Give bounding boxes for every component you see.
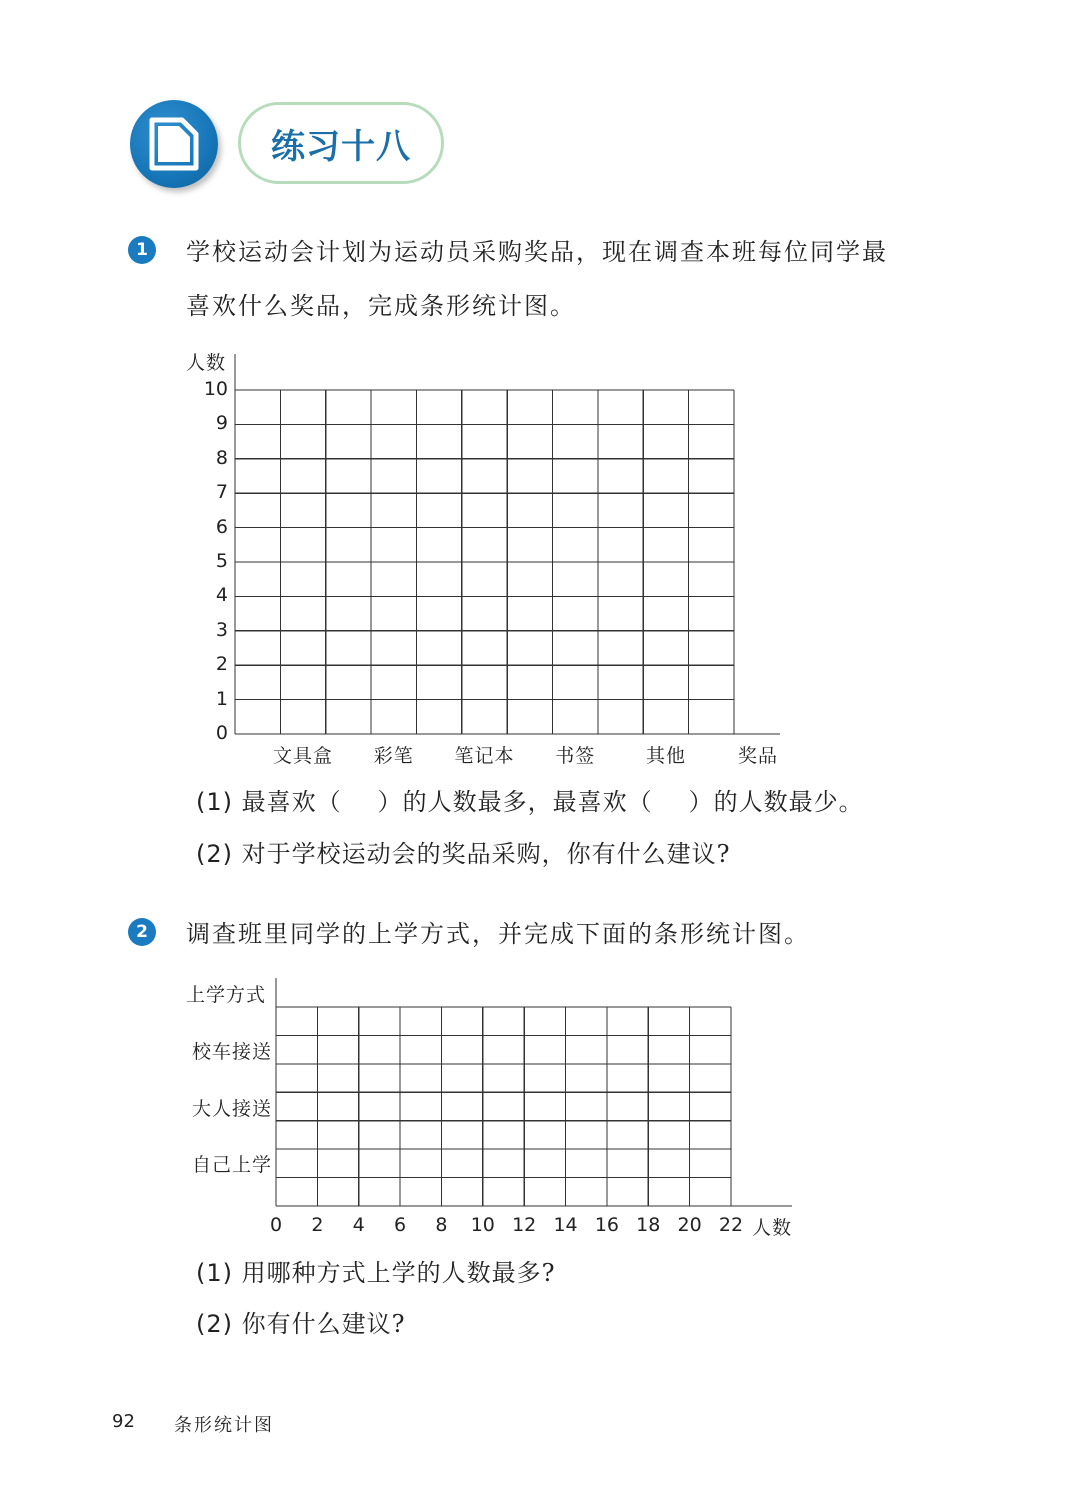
page-number: 92	[112, 1411, 135, 1432]
question-number-2: 2	[128, 918, 156, 946]
page-title: 练习十八	[238, 102, 444, 184]
question-2-sub-2	[196, 1304, 406, 1339]
section-name: 条形统计图	[174, 1415, 274, 1436]
chart-1-y-tick: 9	[215, 412, 228, 435]
question-1-sub-2	[196, 834, 731, 869]
question-2-sub-1	[196, 1253, 556, 1288]
chart-2-x-tick: 0	[269, 1214, 283, 1236]
chart-1-y-tick: 6	[215, 515, 228, 538]
sub-1-text-b: ）的人数最多，最喜欢（	[377, 788, 653, 816]
chart-1-category-label: 其他	[645, 745, 686, 767]
chart-2-x-tick: 4	[352, 1214, 365, 1236]
chart-2-x-tick: 8	[435, 1214, 448, 1236]
chart-1-x-axis-label: 奖品	[738, 745, 779, 767]
q2-sub-2-text: 你有什么建议?	[241, 1310, 406, 1338]
chart-2-x-tick: 10	[470, 1214, 495, 1236]
question-number-1: 1	[128, 236, 156, 264]
chart-1-y-tick: 4	[215, 584, 228, 607]
chart-1-y-tick: 1	[215, 687, 228, 710]
sub-2-number: (2)	[196, 840, 233, 868]
chart-2-category-label: 校车接送	[191, 1040, 272, 1063]
chart-2-x-tick: 2	[311, 1214, 324, 1236]
sub-1-text-c: ）的人数最少。	[688, 788, 864, 816]
chart-1-y-tick: 8	[215, 446, 228, 469]
chart-2-category-label: 大人接送	[191, 1097, 272, 1120]
chart-1-y-tick: 7	[215, 481, 228, 504]
chart-2-x-tick: 22	[718, 1214, 744, 1236]
chart-2-x-tick: 18	[636, 1214, 661, 1236]
chart-2-x-tick: 20	[677, 1214, 702, 1236]
chart-1-category-label: 笔记本	[454, 745, 515, 767]
chart-1-category-label: 彩笔	[373, 745, 414, 767]
sub-1-text-a: 最喜欢（	[241, 788, 342, 816]
chart-1-y-tick: 5	[215, 550, 228, 572]
sub-2-text: 对于学校运动会的奖品采购，你有什么建议?	[241, 840, 731, 868]
q2-sub-1-number: (1)	[196, 1259, 233, 1287]
chart-2-x-tick: 14	[553, 1214, 578, 1236]
chart-2-x-axis-label: 人数	[752, 1217, 793, 1239]
chart-2-x-tick: 12	[512, 1214, 537, 1236]
question-1-sub-1	[196, 782, 864, 817]
chart-1-y-axis-label: 人数	[186, 352, 227, 374]
chart-2-x-tick: 6	[394, 1214, 407, 1236]
chart-2-category-label: 自己上学	[191, 1154, 272, 1177]
chart-1-y-tick: 0	[215, 722, 228, 744]
chart-2-x-tick: 16	[594, 1214, 619, 1236]
question-2-text: 调查班里同学的上学方式，并完成下面的条形统计图。	[186, 920, 810, 948]
chart-1-category-label: 书签	[555, 745, 596, 767]
q2-sub-1-text: 用哪种方式上学的人数最多?	[241, 1259, 556, 1287]
chart-1-y-tick: 2	[215, 653, 228, 676]
sub-1-number: (1)	[196, 788, 233, 816]
q2-sub-2-number: (2)	[196, 1310, 233, 1338]
chart-1-y-tick: 10	[203, 378, 228, 400]
question-1-line-1: 学校运动会计划为运动员采购奖品，现在调查本班每位同学最	[186, 238, 888, 266]
question-1-line-2: 喜欢什么奖品，完成条形统计图。	[186, 292, 576, 320]
chart-2-y-axis-label: 上学方式	[186, 984, 267, 1006]
chart-1-category-label: 文具盒	[273, 745, 334, 767]
chart-1-y-tick: 3	[215, 618, 228, 641]
chart-2-grid	[0, 960, 1078, 1240]
